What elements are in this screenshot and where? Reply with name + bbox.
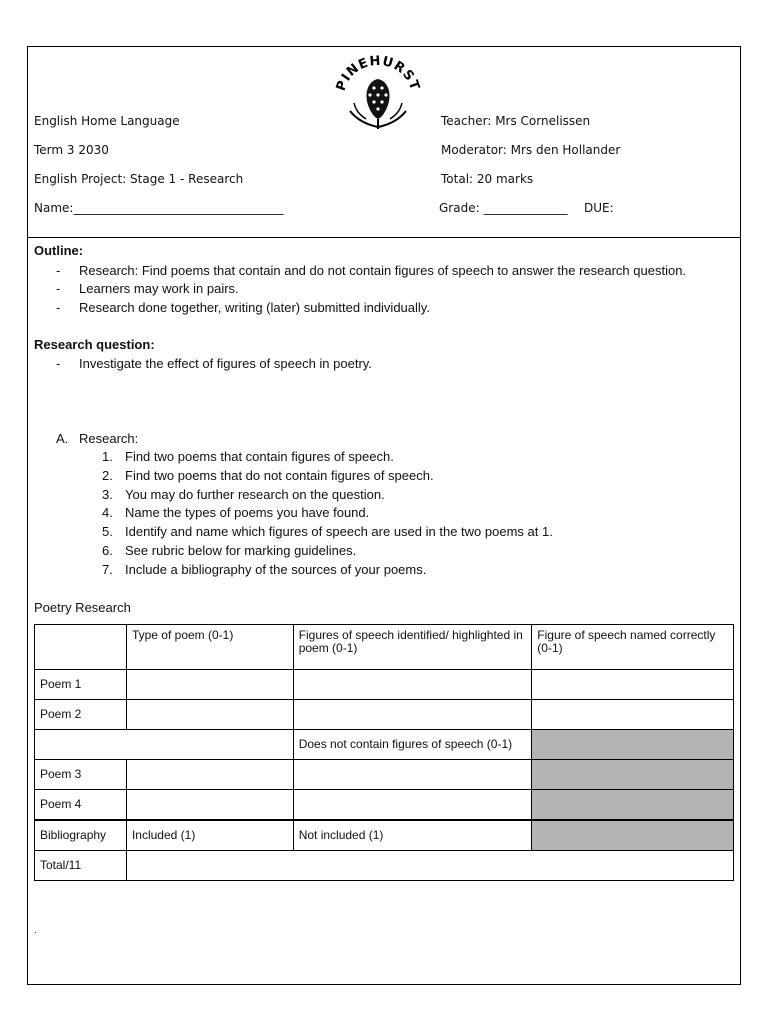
svg-text:PINEHURST: PINEHURST bbox=[333, 55, 423, 93]
table-header-row bbox=[35, 625, 734, 670]
table-cell bbox=[35, 730, 294, 760]
table-cell bbox=[293, 670, 532, 700]
table-cell bbox=[293, 760, 532, 790]
step-number: 6. bbox=[102, 543, 113, 558]
table-cell: Included (1) bbox=[126, 820, 293, 851]
shaded-cell bbox=[532, 820, 734, 851]
research-question-item: Investigate the effect of figures of speech in poetry. bbox=[79, 356, 372, 371]
rubric-title: Poetry Research bbox=[34, 600, 131, 615]
outline-item: Research done together, writing (later) submitted individually. bbox=[79, 300, 430, 315]
step-text: Identify and name which figures of speech are used in the two poems at 1. bbox=[125, 524, 553, 539]
outline-heading: Outline: bbox=[34, 243, 84, 258]
step-number: 5. bbox=[102, 524, 113, 539]
rubric-table bbox=[34, 624, 734, 881]
table-cell bbox=[532, 670, 734, 700]
table-cell bbox=[35, 625, 127, 670]
table-row bbox=[35, 730, 734, 760]
table-cell bbox=[293, 790, 532, 821]
document-header bbox=[28, 47, 740, 238]
step-text: Find two poems that do not contain figures of speech. bbox=[125, 468, 434, 483]
not-contain-header: Does not contain figures of speech (0-1) bbox=[293, 730, 532, 760]
step-number: 2. bbox=[102, 468, 113, 483]
step-number: 1. bbox=[102, 449, 113, 464]
step-text: Find two poems that contain figures of speech. bbox=[125, 449, 394, 464]
col-named-header: Figure of speech named correctly (0-1) bbox=[532, 625, 734, 670]
table-row bbox=[35, 820, 734, 851]
col-type-header: Type of poem (0-1) bbox=[126, 625, 293, 670]
table-cell bbox=[126, 851, 733, 881]
teacher-label: Teacher: Mrs Cornelissen bbox=[441, 114, 591, 128]
document-frame bbox=[27, 46, 741, 985]
table-cell bbox=[532, 700, 734, 730]
row-label: Total/11 bbox=[35, 851, 127, 881]
col-identified-header: Figures of speech identified/ highlighted in poem (0-1) bbox=[293, 625, 532, 670]
table-row bbox=[35, 700, 734, 730]
table-cell bbox=[126, 790, 293, 821]
outline-item: Learners may work in pairs. bbox=[79, 281, 239, 296]
step-number: 7. bbox=[102, 562, 113, 577]
step-text: You may do further research on the question. bbox=[125, 487, 385, 502]
step-number: 3. bbox=[102, 487, 113, 502]
project-label: English Project: Stage 1 - Research bbox=[34, 172, 244, 186]
due-label: DUE: bbox=[584, 201, 614, 215]
research-question-heading: Research question: bbox=[34, 337, 155, 352]
shaded-cell bbox=[532, 730, 734, 760]
step-text: See rubric below for marking guidelines. bbox=[125, 543, 357, 558]
section-a-marker: A. bbox=[56, 431, 69, 446]
table-row bbox=[35, 760, 734, 790]
section-a-title: Research: bbox=[79, 431, 139, 446]
outline-item: Research: Find poems that contain and do not contain figures of speech to answer the research question. bbox=[79, 263, 687, 278]
subject-label: English Home Language bbox=[34, 114, 180, 128]
row-label: Poem 4 bbox=[35, 790, 127, 821]
row-label: Bibliography bbox=[35, 820, 127, 851]
bullet-dash: - bbox=[56, 263, 61, 278]
shaded-cell bbox=[532, 790, 734, 821]
total-marks-label: Total: 20 marks bbox=[441, 172, 534, 186]
table-cell bbox=[293, 700, 532, 730]
table-cell bbox=[126, 670, 293, 700]
grade-field: Grade: ______________ bbox=[439, 201, 568, 215]
moderator-label: Moderator: Mrs den Hollander bbox=[441, 143, 621, 157]
row-label: Poem 3 bbox=[35, 760, 127, 790]
table-row bbox=[35, 851, 734, 881]
bullet-dash: - bbox=[56, 281, 61, 296]
row-label: Poem 2 bbox=[35, 700, 127, 730]
bullet-dash: - bbox=[56, 300, 61, 315]
step-number: 4. bbox=[102, 505, 113, 520]
table-cell bbox=[126, 700, 293, 730]
row-label: Poem 1 bbox=[35, 670, 127, 700]
footer-dot: . bbox=[34, 925, 37, 936]
table-cell bbox=[126, 760, 293, 790]
pinehurst-logo bbox=[330, 55, 426, 135]
table-cell: Not included (1) bbox=[293, 820, 532, 851]
table-row bbox=[35, 790, 734, 821]
table-row bbox=[35, 670, 734, 700]
step-text: Name the types of poems you have found. bbox=[125, 505, 370, 520]
name-field: Name:___________________________________ bbox=[34, 201, 284, 215]
step-text: Include a bibliography of the sources of your poems. bbox=[125, 562, 427, 577]
term-label: Term 3 2030 bbox=[34, 143, 109, 157]
shaded-cell bbox=[532, 760, 734, 790]
bullet-dash: - bbox=[56, 356, 61, 371]
